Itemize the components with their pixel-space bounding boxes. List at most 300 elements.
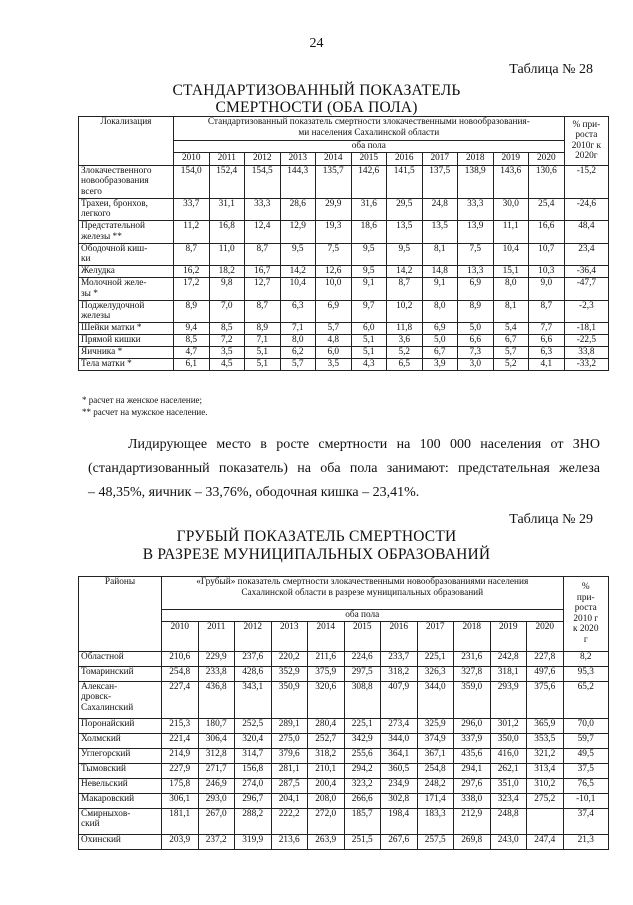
table28-cell: 135,7 <box>316 165 352 198</box>
table28-cell: 138,9 <box>458 165 494 198</box>
table29-cell: 227,9 <box>162 763 199 778</box>
table29-cell: 325,9 <box>417 718 454 733</box>
table29-year-header: 2019 <box>490 621 527 651</box>
table28-header-row-main <box>79 117 609 141</box>
table29-cell: 365,9 <box>527 718 564 733</box>
table29-growth-cell: 21,3 <box>563 834 609 849</box>
table28-cell: 6,7 <box>422 347 458 359</box>
table29-cell: 243,0 <box>490 834 527 849</box>
table29-row <box>79 651 609 666</box>
table28-cell: 5,4 <box>493 323 529 335</box>
table28-cell: 154,5 <box>245 165 281 198</box>
table28-cell: 6,3 <box>280 300 316 323</box>
table29-cell: 204,1 <box>271 793 308 808</box>
table29-cell: 416,0 <box>490 748 527 763</box>
table29-growth-cell: 95,3 <box>563 666 609 681</box>
table29-cell: 269,8 <box>454 834 491 849</box>
table-29-title-line1: ГРУБЫЙ ПОКАЗАТЕЛЬ СМЕРТНОСТИ <box>176 528 457 545</box>
table29-cell: 281,1 <box>271 763 308 778</box>
table29-cell: 375,6 <box>527 681 564 718</box>
table29-year-header: 2011 <box>198 621 235 651</box>
table29-row-name-line: Сахалинский <box>81 702 134 713</box>
table28-cell: 137,5 <box>422 165 458 198</box>
table28-cell: 17,2 <box>174 278 210 301</box>
table29-row <box>79 778 609 793</box>
table29-cell: 271,7 <box>198 763 235 778</box>
table29-cell: 231,6 <box>454 651 491 666</box>
table29-cell: 374,9 <box>417 733 454 748</box>
table29-cell: 224,6 <box>344 651 381 666</box>
table28-cell: 29,9 <box>316 198 352 221</box>
table29-main-header <box>162 577 564 610</box>
table29-cell: 288,2 <box>235 808 272 834</box>
table29-growth-cell: 70,0 <box>563 718 609 733</box>
table28-cell: 10,4 <box>280 278 316 301</box>
table28-growth-header-line: % при- <box>572 119 601 130</box>
table29-cell: 323,4 <box>490 793 527 808</box>
table28-row <box>79 323 609 335</box>
table28-cell: 33,3 <box>458 198 494 221</box>
table28-row <box>79 359 609 371</box>
table29-cell: 221,4 <box>162 733 199 748</box>
table29-row-name-line: Алексан- <box>81 681 118 692</box>
table28-cell: 5,1 <box>351 335 387 347</box>
table28-cell: 8,7 <box>529 300 565 323</box>
table28-cell: 4,3 <box>351 359 387 371</box>
table29-year-header: 2013 <box>271 621 308 651</box>
table28-cell: 7,2 <box>209 335 245 347</box>
table28-cell: 5,2 <box>387 347 423 359</box>
table28-cell: 9,1 <box>351 278 387 301</box>
table29-cell: 314,7 <box>235 748 272 763</box>
table29-cell: 262,1 <box>490 763 527 778</box>
table29-cell: 318,1 <box>490 666 527 681</box>
table28-row-name <box>79 347 174 359</box>
summary-line-1: Лидирующее место в росте смертности на 100 000 населения от ЗНО <box>128 437 600 452</box>
table28-cell: 13,3 <box>458 266 494 278</box>
table28-cell: 10,7 <box>529 243 565 266</box>
table29-cell: 497,6 <box>527 666 564 681</box>
table29-row-name-line: Невельский <box>81 778 128 789</box>
table-28 <box>78 116 609 371</box>
table29-cell: 252,7 <box>308 733 345 748</box>
table28-row-name-line: новообразования <box>81 176 149 186</box>
table28-cell: 5,7 <box>493 347 529 359</box>
table28-cell: 13,9 <box>458 221 494 244</box>
table29-cell: 344,0 <box>417 681 454 718</box>
table28-cell: 10,3 <box>529 266 565 278</box>
table29-cell: 242,8 <box>490 651 527 666</box>
table29-growth-cell: -10,1 <box>563 793 609 808</box>
table29-row-name <box>79 763 162 778</box>
table29-cell <box>527 808 564 834</box>
footnote-female: * расчет на женское население; <box>82 395 203 405</box>
table29-cell: 294,1 <box>454 763 491 778</box>
table29-header-row-main <box>79 577 609 610</box>
table28-cell: 10,2 <box>387 300 423 323</box>
table29-row <box>79 718 609 733</box>
table29-cell: 251,5 <box>344 834 381 849</box>
table29-growth-cell: 49,5 <box>563 748 609 763</box>
table29-row <box>79 666 609 681</box>
table28-growth-header-line: 2010г к <box>571 140 601 151</box>
table28-cell: 6,5 <box>387 359 423 371</box>
table29-row <box>79 808 609 834</box>
table29-cell: 237,6 <box>235 651 272 666</box>
table28-cell: 14,8 <box>422 266 458 278</box>
table28-row <box>79 278 609 301</box>
table29-main-header-line2: Сахалинской области в разрезе муниципальных образований <box>241 587 484 598</box>
table29-cell: 294,2 <box>344 763 381 778</box>
table29-cell: 225,1 <box>417 651 454 666</box>
table-28-title-line2: СМЕРТНОСТИ (ОБА ПОЛА) <box>215 99 418 116</box>
table29-cell: 275,0 <box>271 733 308 748</box>
table29-cell: 318,2 <box>381 666 418 681</box>
table28-cell: 9,0 <box>529 278 565 301</box>
table29-cell: 323,2 <box>344 778 381 793</box>
table28-cell: 9,1 <box>422 278 458 301</box>
table29-row-name-line: Томаринский <box>81 666 134 677</box>
table29-cell: 287,5 <box>271 778 308 793</box>
table29-cell: 359,0 <box>454 681 491 718</box>
table29-cell: 289,1 <box>271 718 308 733</box>
table29-cell: 212,9 <box>454 808 491 834</box>
table28-cell: 18,6 <box>351 221 387 244</box>
table28-cell: 9,8 <box>209 278 245 301</box>
table29-cell: 211,6 <box>308 651 345 666</box>
table29-cell: 213,6 <box>271 834 308 849</box>
table29-growth-header-line: при- <box>576 592 595 603</box>
table29-cell: 301,2 <box>490 718 527 733</box>
table28-cell: 9,4 <box>174 323 210 335</box>
table28-cell: 5,1 <box>351 347 387 359</box>
table29-cell: 353,5 <box>527 733 564 748</box>
table28-cell: 4,1 <box>529 359 565 371</box>
table28-cell: 6,0 <box>316 347 352 359</box>
table28-row-name-line: Ободочной киш- <box>81 243 148 254</box>
table-28-label: Таблица № 28 <box>509 62 593 77</box>
table28-cell: 8,7 <box>387 278 423 301</box>
table28-cell: 14,2 <box>280 266 316 278</box>
table28-cell: 5,7 <box>316 323 352 335</box>
table28-cell: 8,9 <box>174 300 210 323</box>
table29-cell: 344,0 <box>381 733 418 748</box>
table29-row-name <box>79 834 162 849</box>
table28-cell: 144,3 <box>280 165 316 198</box>
table29-row-name-line: ский <box>81 819 100 829</box>
table28-sex-header: оба пола <box>174 141 565 153</box>
table28-year-header: 2015 <box>351 152 387 165</box>
table28-growth-cell: -33,2 <box>564 359 609 371</box>
table29-cell: 318,2 <box>308 748 345 763</box>
table29-cell: 246,9 <box>198 778 235 793</box>
table28-cell: 9,5 <box>351 266 387 278</box>
table29-cell: 367,1 <box>417 748 454 763</box>
table28-cell: 9,5 <box>351 243 387 266</box>
table28-row <box>79 243 609 266</box>
table28-cell: 8,0 <box>422 300 458 323</box>
table28-cell: 6,9 <box>422 323 458 335</box>
table28-year-header: 2011 <box>209 152 245 165</box>
table29-cell: 263,9 <box>308 834 345 849</box>
table29-cell: 327,8 <box>454 666 491 681</box>
summary-paragraph <box>88 433 600 505</box>
table28-cell: 8,9 <box>245 323 281 335</box>
table29-growth-cell: 8,2 <box>563 651 609 666</box>
table28-cell: 3,6 <box>387 335 423 347</box>
table28-row-name-line: Тела матки * <box>81 359 132 369</box>
table28-cell: 9,5 <box>387 243 423 266</box>
table29-cell: 229,9 <box>198 651 235 666</box>
table28-cell: 8,7 <box>245 300 281 323</box>
table29-cell: 215,3 <box>162 718 199 733</box>
table29-row-name-line: Поронайский <box>81 718 135 729</box>
table28-row-name-line: железы ** <box>81 231 122 242</box>
table29-cell: 237,2 <box>198 834 235 849</box>
table29-year-header: 2017 <box>417 621 454 651</box>
table29-row-name <box>79 808 162 834</box>
table28-cell: 3,5 <box>316 359 352 371</box>
table28-cell: 16,6 <box>529 221 565 244</box>
table28-cell: 24,8 <box>422 198 458 221</box>
table28-row-name <box>79 243 174 266</box>
table28-cell: 30,0 <box>493 198 529 221</box>
table29-year-header: 2010 <box>162 621 199 651</box>
table28-growth-cell: 48,4 <box>564 221 609 244</box>
table28-cell: 8,5 <box>209 323 245 335</box>
table29-cell: 360,5 <box>381 763 418 778</box>
table28-cell: 6,2 <box>280 347 316 359</box>
table29-cell: 342,9 <box>344 733 381 748</box>
table29-cell: 175,8 <box>162 778 199 793</box>
table28-cell: 8,9 <box>458 300 494 323</box>
table29-row-name-line: Макаровский <box>81 793 135 804</box>
table29-cell: 220,2 <box>271 651 308 666</box>
table29-cell: 375,9 <box>308 666 345 681</box>
table28-row <box>79 165 609 198</box>
table29-cell: 352,9 <box>271 666 308 681</box>
table29-row-name-line: Тымовский <box>81 763 126 774</box>
table28-cell: 7,0 <box>209 300 245 323</box>
table29-cell: 310,2 <box>527 778 564 793</box>
table28-cell: 9,5 <box>280 243 316 266</box>
table28-row-name-line: Предстательной <box>81 221 145 231</box>
table28-year-header: 2018 <box>458 152 494 165</box>
table29-row-name <box>79 651 162 666</box>
table29-cell: 379,6 <box>271 748 308 763</box>
table28-cell: 4,5 <box>209 359 245 371</box>
table28-cell: 142,6 <box>351 165 387 198</box>
table28-row-name-line: легкого <box>81 209 111 219</box>
table29-cell: 312,8 <box>198 748 235 763</box>
table28-cell: 11,0 <box>209 243 245 266</box>
table29-cell: 272,0 <box>308 808 345 834</box>
table28-cell: 8,1 <box>422 243 458 266</box>
table28-growth-header <box>564 117 609 166</box>
table28-cell: 154,0 <box>174 165 210 198</box>
table28-cell: 6,7 <box>493 335 529 347</box>
table28-cell: 6,3 <box>529 347 565 359</box>
table28-cell: 3,5 <box>209 347 245 359</box>
table29-cell: 320,6 <box>308 681 345 718</box>
table28-cell: 14,2 <box>387 266 423 278</box>
table28-row-name <box>79 335 174 347</box>
table29-cell: 275,2 <box>527 793 564 808</box>
table28-cell: 4,7 <box>174 347 210 359</box>
table28-cell: 6,0 <box>351 323 387 335</box>
table29-cell: 248,2 <box>417 778 454 793</box>
table29-cell: 267,6 <box>381 834 418 849</box>
table28-cell: 130,6 <box>529 165 565 198</box>
table29-cell: 214,9 <box>162 748 199 763</box>
table29-growth-header-line: к 2020 <box>573 624 599 635</box>
table28-row-name <box>79 221 174 244</box>
table29-cell: 306,1 <box>162 793 199 808</box>
table29-cell: 338,0 <box>454 793 491 808</box>
table29-cell: 247,4 <box>527 834 564 849</box>
table28-row-name <box>79 165 174 198</box>
table28-column-header-name: Локализация <box>79 117 174 166</box>
table28-cell: 5,1 <box>245 359 281 371</box>
table29-year-header: 2018 <box>454 621 491 651</box>
table28-row-name-line: Шейки матки * <box>81 323 142 333</box>
table29-cell: 306,4 <box>198 733 235 748</box>
table29-growth-cell: 37,4 <box>563 808 609 834</box>
table28-cell: 15,1 <box>493 266 529 278</box>
table29-row-name <box>79 733 162 748</box>
table28-row-name-line: Поджелудочной <box>81 300 145 311</box>
table28-cell: 152,4 <box>209 165 245 198</box>
table29-cell: 227,8 <box>527 651 564 666</box>
table28-cell: 7,3 <box>458 347 494 359</box>
table28-row-name <box>79 323 174 335</box>
table29-main-header-line1: «Грубый» показатель смертности злокачественными новообразованиями населения <box>196 577 529 587</box>
table29-cell: 225,1 <box>344 718 381 733</box>
table29-cell: 313,4 <box>527 763 564 778</box>
table28-growth-cell: -36,4 <box>564 266 609 278</box>
table28-row-name-line: ки <box>81 254 91 264</box>
table29-cell: 266,6 <box>344 793 381 808</box>
table29-row-name <box>79 718 162 733</box>
table28-growth-cell: -22,5 <box>564 335 609 347</box>
table29-cell: 296,0 <box>454 718 491 733</box>
table28-cell: 16,7 <box>245 266 281 278</box>
table28-cell: 8,0 <box>280 335 316 347</box>
table-28-title-line1: СТАНДАРТИЗОВАННЫЙ ПОКАЗАТЕЛЬ <box>172 82 461 99</box>
table29-cell: 233,8 <box>198 666 235 681</box>
table28-cell: 7,1 <box>245 335 281 347</box>
summary-line-2: (стандартизованный показатель) на оба пола занимают: предстательная железа <box>88 461 600 476</box>
table29-year-header: 2012 <box>235 621 272 651</box>
table28-cell: 10,0 <box>316 278 352 301</box>
table28-cell: 6,6 <box>529 335 565 347</box>
table28-row-name <box>79 278 174 301</box>
table29-cell: 210,1 <box>308 763 345 778</box>
table28-row-name-line: Злокачественного <box>81 165 152 176</box>
table-29-label: Таблица № 29 <box>509 512 593 527</box>
table28-row-name <box>79 198 174 221</box>
table28-row-name-line: Желудка <box>81 266 115 276</box>
table28-cell: 7,1 <box>280 323 316 335</box>
table29-cell: 302,8 <box>381 793 418 808</box>
table28-cell: 11,8 <box>387 323 423 335</box>
table29-cell: 321,2 <box>527 748 564 763</box>
table29-year-header: 2014 <box>308 621 345 651</box>
table28-cell: 25,4 <box>529 198 565 221</box>
table29-cell: 350,9 <box>271 681 308 718</box>
table28-growth-header-line: роста <box>575 130 598 141</box>
table29-cell: 180,7 <box>198 718 235 733</box>
table29-cell: 183,3 <box>417 808 454 834</box>
table29-row-name <box>79 778 162 793</box>
table29-row <box>79 763 609 778</box>
table29-row <box>79 793 609 808</box>
table28-row <box>79 300 609 323</box>
table29-cell: 296,7 <box>235 793 272 808</box>
table29-sex-header: оба пола <box>162 610 564 622</box>
table29-cell: 248,8 <box>490 808 527 834</box>
table28-cell: 31,1 <box>209 198 245 221</box>
table28-row-name <box>79 359 174 371</box>
table29-cell: 210,6 <box>162 651 199 666</box>
table29-row-name <box>79 793 162 808</box>
table29-cell: 320,4 <box>235 733 272 748</box>
table28-row <box>79 266 609 278</box>
table29-cell: 171,4 <box>417 793 454 808</box>
table28-row-name-line: Трахеи, бронхов, <box>81 198 148 209</box>
table28-cell: 9,7 <box>351 300 387 323</box>
table28-cell: 12,9 <box>280 221 316 244</box>
table29-growth-header <box>563 577 609 652</box>
table29-cell: 297,6 <box>454 778 491 793</box>
table28-cell: 12,6 <box>316 266 352 278</box>
table28-main-header-line1: Стандартизованный показатель смертности злокачественными новообразования- <box>207 117 530 127</box>
table29-row-name <box>79 681 162 718</box>
table29-cell: 337,9 <box>454 733 491 748</box>
table28-cell: 7,5 <box>316 243 352 266</box>
table28-growth-cell: 23,4 <box>564 243 609 266</box>
table28-cell: 16,8 <box>209 221 245 244</box>
table29-cell: 350,0 <box>490 733 527 748</box>
table28-year-header: 2016 <box>387 152 423 165</box>
table28-growth-cell: -2,3 <box>564 300 609 323</box>
table28-year-header: 2010 <box>174 152 210 165</box>
table28-cell: 8,5 <box>174 335 210 347</box>
table29-cell: 343,1 <box>235 681 272 718</box>
table29-growth-cell: 37,5 <box>563 763 609 778</box>
table28-cell: 12,7 <box>245 278 281 301</box>
summary-line-3: – 48,35%, яичник – 33,76%, ободочная кишка – 23,41%. <box>88 485 420 500</box>
table29-growth-cell: 65,2 <box>563 681 609 718</box>
table29-cell: 252,5 <box>235 718 272 733</box>
table29-cell: 198,4 <box>381 808 418 834</box>
table29-cell: 273,4 <box>381 718 418 733</box>
table28-cell: 6,9 <box>316 300 352 323</box>
table29-cell: 351,0 <box>490 778 527 793</box>
table29-row <box>79 834 609 849</box>
table28-growth-header-line: 2020г <box>575 151 598 162</box>
table29-row <box>79 681 609 718</box>
table28-row-name <box>79 266 174 278</box>
footnote-male: ** расчет на мужское население. <box>82 407 208 417</box>
table29-cell: 203,9 <box>162 834 199 849</box>
table28-cell: 19,3 <box>316 221 352 244</box>
table29-cell: 233,7 <box>381 651 418 666</box>
table29-cell: 257,5 <box>417 834 454 849</box>
table28-growth-cell: 33,8 <box>564 347 609 359</box>
table28-cell: 5,1 <box>245 347 281 359</box>
table28-row-name-line: Прямой кишки <box>81 335 141 345</box>
